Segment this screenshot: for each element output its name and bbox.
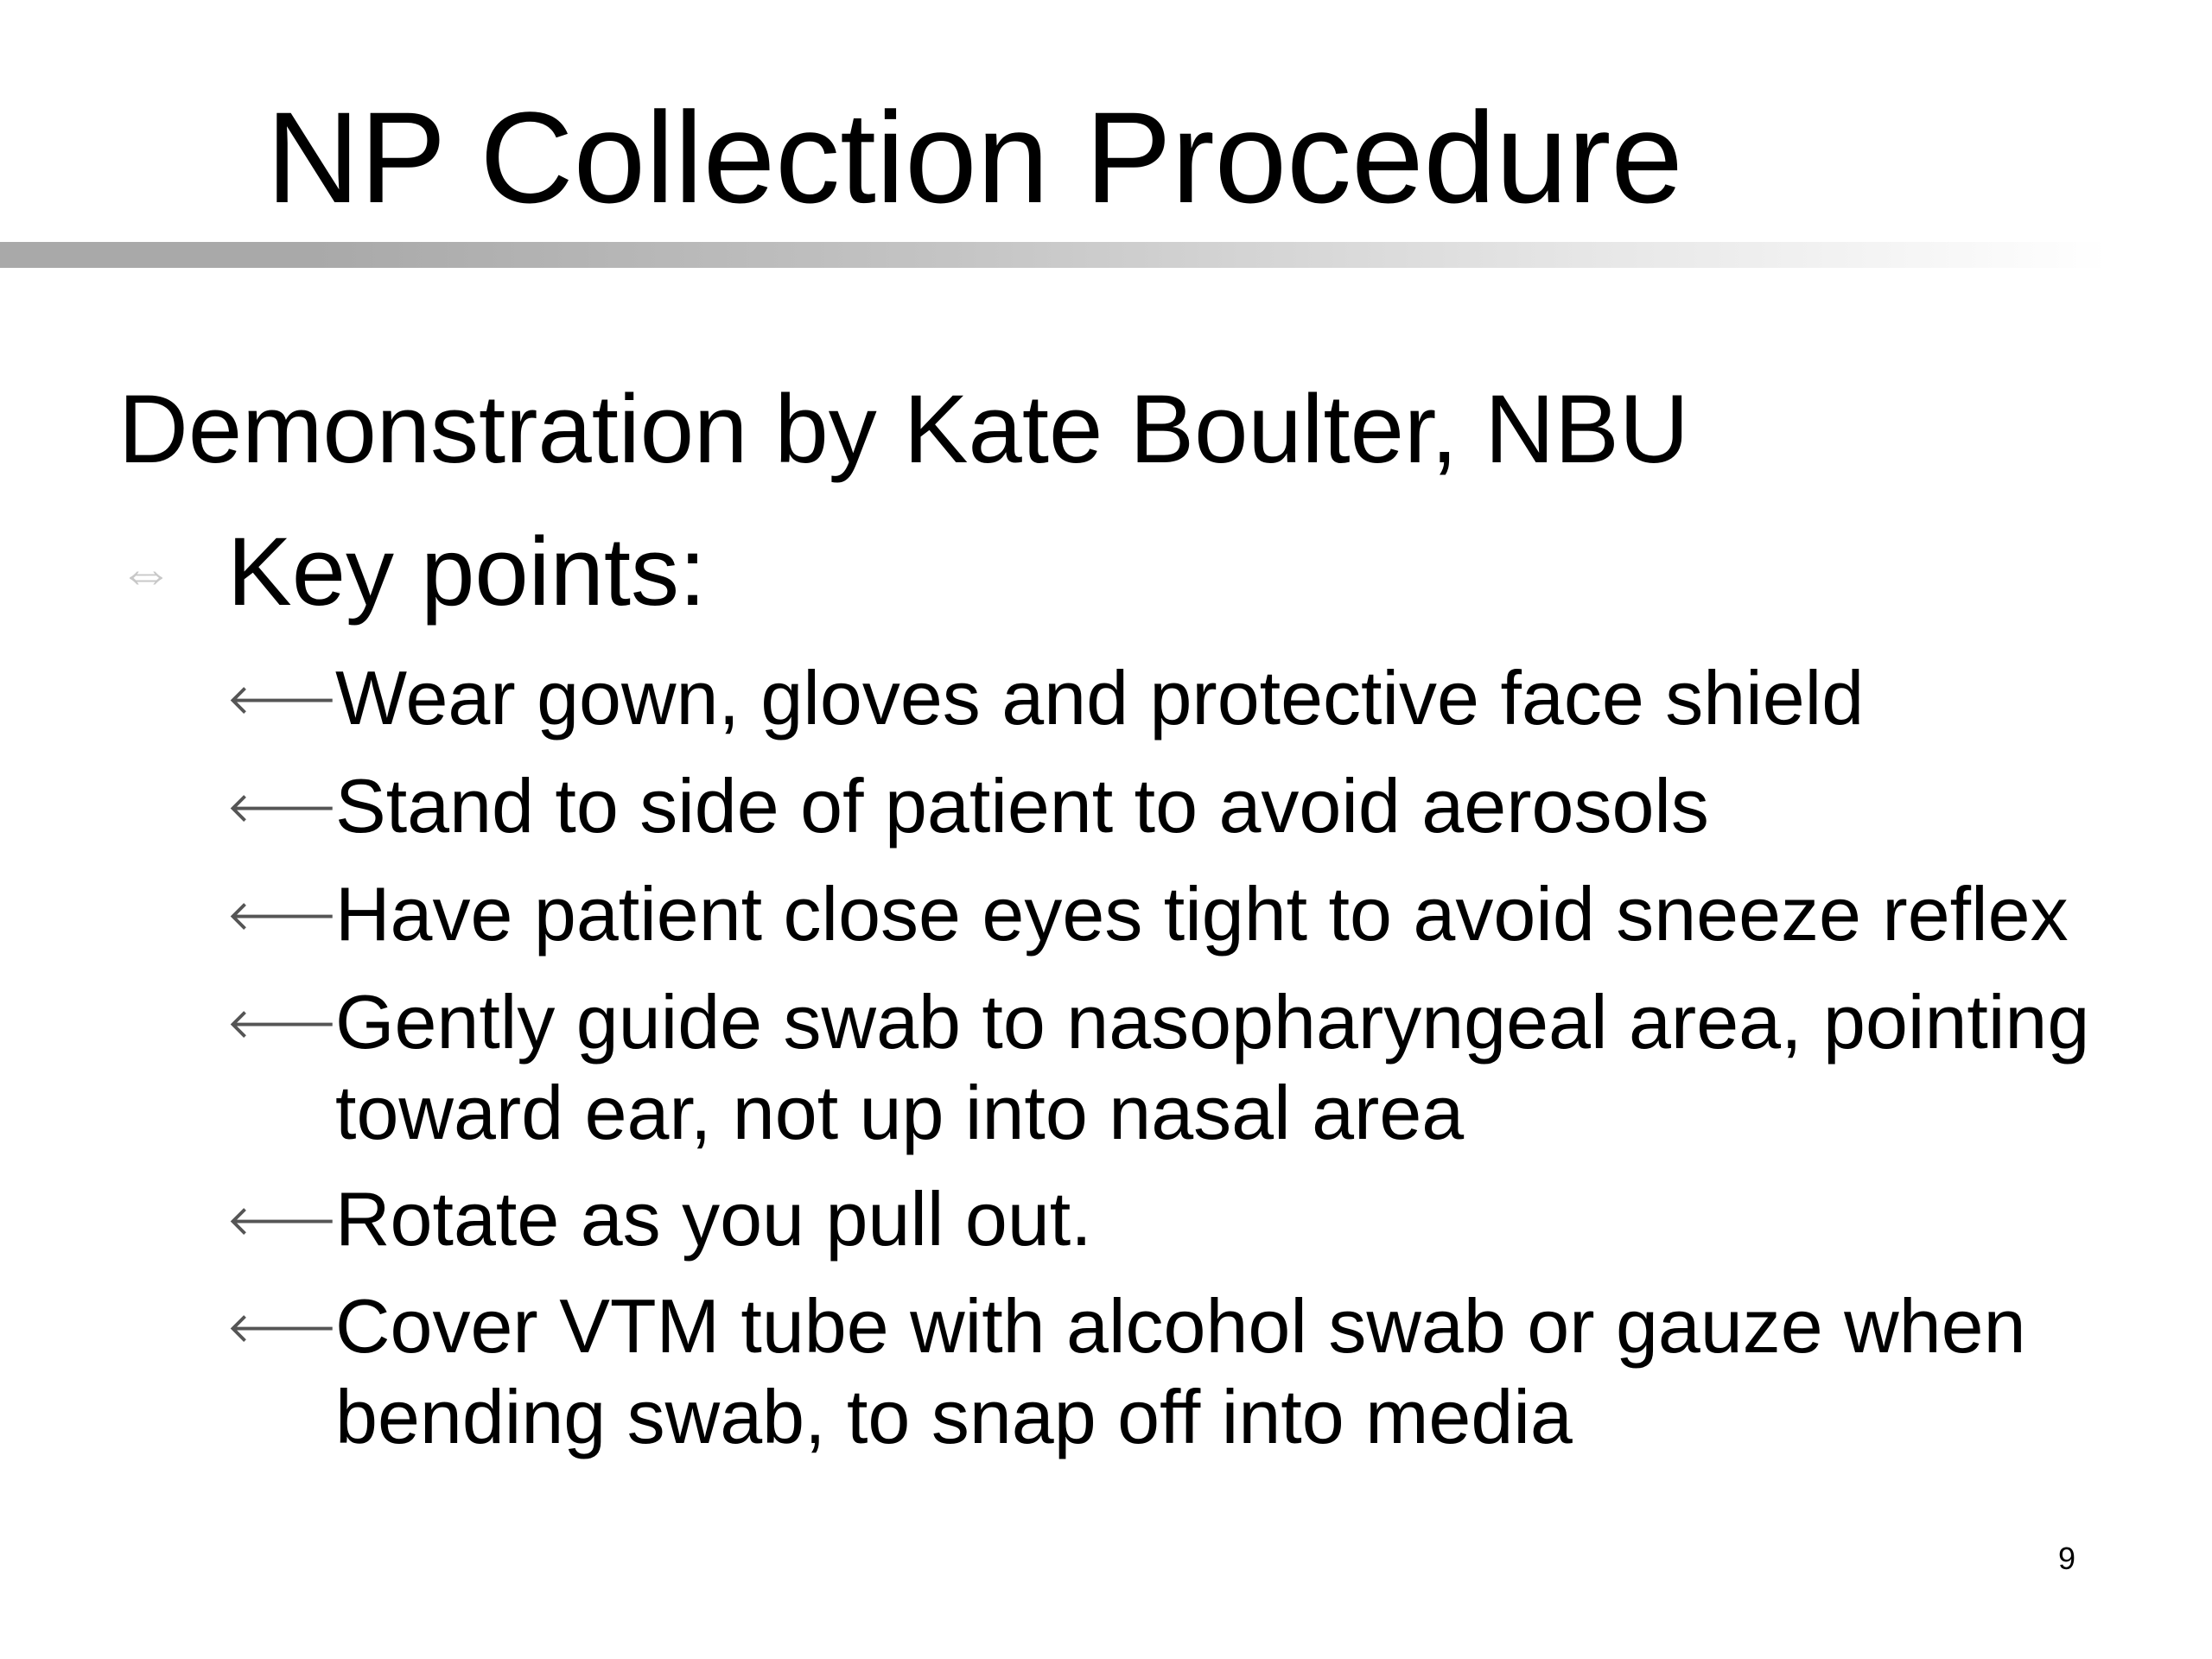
list-item-text: Have patient close eyes tight to avoid sneeze reflex xyxy=(335,871,2069,957)
list-item-line: toward ear, not up into nasal area xyxy=(335,1070,1465,1155)
left-arrow-icon: 🡐 xyxy=(226,677,338,723)
list-item-text: Stand to side of patient to avoid aerosols xyxy=(335,763,1709,849)
left-arrow-icon: 🡐 xyxy=(226,893,338,939)
list-item xyxy=(226,1173,2084,1270)
left-arrow-icon: 🡐 xyxy=(226,1001,338,1047)
list-item xyxy=(226,1281,2084,1462)
list-item xyxy=(226,976,2090,1158)
list-item-text: Wear gown, gloves and protective face shield xyxy=(335,655,1865,741)
left-right-arrow-icon: ⇔ xyxy=(118,541,174,603)
list-item-text: Rotate as you pull out. xyxy=(335,1176,1092,1262)
slide-title: NP Collection Procedure xyxy=(266,85,1683,230)
list-item-text xyxy=(335,976,2089,1158)
list-item xyxy=(226,760,2084,857)
title-divider xyxy=(0,242,2108,268)
list-item-text xyxy=(335,1281,2026,1462)
list-item-line: Gently guide swab to nasopharyngeal area, pointing xyxy=(335,979,2090,1065)
page-number: 9 xyxy=(2058,1541,2076,1576)
left-arrow-icon: 🡐 xyxy=(226,1306,338,1351)
slide-subtitle: Demonstration by Kate Boulter, NBU xyxy=(118,375,1689,483)
key-points-label: Key points: xyxy=(227,518,707,626)
list-item xyxy=(226,868,2084,965)
key-points-heading xyxy=(118,516,706,628)
left-arrow-icon: 🡐 xyxy=(226,1198,338,1244)
left-arrow-icon: 🡐 xyxy=(226,785,338,831)
list-item-line: Cover VTM tube with alcohol swab or gauze when xyxy=(335,1283,2026,1369)
list-item-line: bending swab, to snap off into media xyxy=(335,1374,1573,1459)
list-item xyxy=(226,652,2084,749)
